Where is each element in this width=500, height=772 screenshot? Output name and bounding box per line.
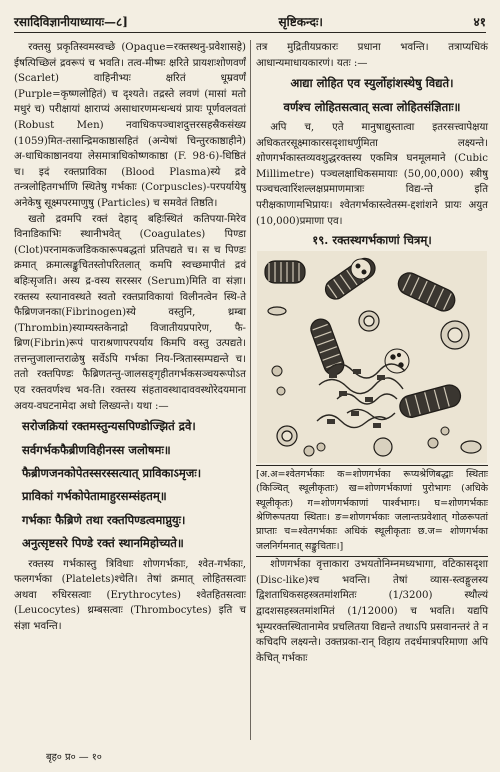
rouleaux-stack-e bbox=[397, 382, 463, 419]
right-verse-line-1: आद्या लोहित एव स्युर्लोहांशस्थेषु विद्यते। bbox=[290, 76, 454, 91]
white-cell bbox=[351, 259, 371, 279]
left-paragraph-1: रक्तसु प्रकृतिस्वमस्वच्छे (Opaque=रक्तस्थनु-प्रवेशासहे) ईषत्पिच्छिलं द्रवरूपं च भवति। तत्व-मीष्मः क्षरिते प्रायशःशोणवर्णं (Scarlet) वाहिनीभ्यः क्षरितं धूम्रवर्णं (Purple=कृष्णलोहितं) च दृश्यते। तद्रस्ते लवणं (मासां मतो मधुरं च) परीक्षायां क्षाराप्यं असाधारणमन्धन्धयं प्रायः पूर्णवलवतां (Robust Men) नवाधिकपञ्चाशदुत्तरसहस्रैकसंख्य (1059)मित-तसान्द्रिमकाष्ठासहितं (अन्येषां चिन्तुरकाष्ठाहीने) अ-धाधिकाष्ठानवया लेसमात्राधिकोष्णकाष्ठा (F. 98·6)-धिष्ठितं च। इदं रक्तप्राविका (Blood Plasma)स्ये द्रवे तन्त्रलोहितगर्भाणि स्थितेषु गर्भकाः (Corpuscles)-परपर्यायेषु अनेकेषु सूक्ष्मपरमाणुषु (Particles) च समवेतं तिष्ठति। bbox=[14, 42, 246, 209]
right-column bbox=[256, 40, 488, 666]
right-paragraph-1: तत्र मुद्रितीयप्रकारः प्रधाना भवन्ति। तत्राप्यधिकं आधान्यमाधायकारणं। यतः :— bbox=[256, 42, 488, 69]
header-chapter: रसादिविज्ञानीयाध्यायः—८] bbox=[14, 15, 128, 29]
verse-line-2: सर्वगर्भकफैब्रीणविहीनस्स जलोषमः॥ bbox=[22, 442, 171, 457]
left-paragraph-3: रक्तस्य गर्भकास्तु त्रिविधाः शोणगर्भकाः, श्वेत-गर्भकाः, फलगर्भका (Platelets)श्चेति। तेषां क्रमात् लोहितसत्वाः अथवा रुधिरसत्वाः (Erythrocytes) श्वेतहितसत्वाः (Leucocytes) थ्रम्बसत्वाः (Thrombocytes) इति च संज्ञा भवन्ति। bbox=[14, 558, 246, 633]
left-column bbox=[14, 40, 246, 635]
blood-cells-illustration bbox=[257, 251, 487, 463]
red-cell-edge bbox=[268, 307, 286, 315]
rouleaux-stack-d bbox=[308, 316, 347, 377]
running-header bbox=[14, 8, 486, 30]
blood-cells-figure bbox=[257, 251, 487, 463]
verse-line-5: गर्भकाः फैब्रिणे तथा रक्तपिण्डत्वमाप्नुयुः। bbox=[22, 512, 186, 527]
figure-caption: [अ.अ=श्वेतगर्भकाः क=शोणगर्भका रूप्यश्रेणिबद्धाः स्थिताः (किञ्चित् स्थूलीकृताः) ख=शोणगर्भकाणां पुरोभागः (अधिके स्थूलीकृतः) ग=शोणगर्भकाणां पार्श्वभागः। घ=शोणगर्भकाः श्रेणिरूपतया स्थिताः। ङ=शोणगर्भकाः जलान्तःप्रवेशात् गोळरूपतां प्राप्ताः च=श्वेतगर्भकाः अधिकं स्थूलीकृताः छ.ज= शोणगर्भका जलनिर्गमनात् सङ्कुचिताः।] bbox=[256, 465, 488, 557]
header-rule bbox=[14, 32, 486, 33]
right-paragraph-2: अपि च, एते मानुषाद्युस्तात्वा इतरसत्त्वापेक्षया अधिकतरसूक्ष्माकारसदृशाधर्णुमिता लक्ष्यन्ते। शोणगर्भकास्तव्यवशुद्धरक्तस्य एकमित्र घनमूलमाने (Cubic Millimetre) पञ्चलक्षाधिकसमायाः (50,00,000) स्त्रीषु पञ्चचत्वारिंशल्लक्षप्रमाणमात्राः विद्य-न्ते इति परीक्षकाणामभिप्रायः। श्वेतगर्भकास्त्वेतस्म-द्दशांशने प्रायः अयुत (10,000)प्रमाणा एव। bbox=[256, 122, 488, 227]
left-paragraph-2: खतो द्रवमपि रक्तं देहाद् बहिःस्थितं कतिपया-मिरेव विनाडिकाभिः स्थानीभवेत् (Coagulates) पिण्डा (Clot)परनामकजडिककारूपबद्धतां प्रतिपद्यते च। स च पिण्डः क्रमात् क्रमात्सङ्कुचितस्तोपरितलात् कमपि स्वच्छमापीतं द्रवं बहिःसृजति। अस्य द्र-वस्य सरस्सर (Serum)मिति वा संज्ञा। रक्तस्य स्त्यानावस्थते स्वतो रक्तप्राविकायां विलीनत्वेन स्थि-ते फैब्रिणजनका(Fibrinogen)स्ये वस्तुनि, थ्रम्बा (Thrombin)स्याम्यस्तकेनाद्रो विजातीयप्रपारेण, फै-ब्रिण(Fibrin)रूपं पाराश्रणापरपर्याय किमपि वस्तु उत्पद्यते। तत्तन्तुजालान्तराळेषु सर्वेऽपि गर्भका निय-न्त्रितास्सम्पद्यन्ते च। ततो रक्तपिण्डः फैब्रिणतन्तु-जालसङ्गृहीतगर्भकसञ्चयरूपोऽत एव रक्तवर्णश्च भव-ति। रक्तस्य संहतावस्थादाववस्थोरेदयमाना अवय-वघटनामेदा अधो लिख्यन्ते। यथा :— bbox=[14, 213, 246, 412]
verse-line-1: सरोजक्रियां रक्तमस्तुन्यसपिण्डोज्झितं द्रवे। bbox=[22, 419, 196, 434]
rouleaux-stack-c bbox=[395, 269, 459, 314]
rouleaux-stack-a bbox=[265, 261, 305, 283]
verse-line-4: प्राविकां गर्भकोपेतामाहुरसम्संहतम्॥ bbox=[22, 489, 167, 504]
right-verse-line-2: वर्णश्च लोहितसत्वात् सत्वा लोहितसंज्ञिताः॥ bbox=[283, 99, 461, 114]
figure-title: १९. रक्तस्थगर्भकाणां चित्रम्। bbox=[312, 233, 432, 248]
header-section: सृष्टिकन्दः। bbox=[278, 15, 323, 29]
verse-line-6: अनुत्सृष्टसरे पिण्डे रक्तं स्थानमिहोच्यते॥ bbox=[22, 536, 184, 551]
rouleaux-stack-b bbox=[322, 254, 379, 303]
column-divider bbox=[250, 40, 251, 740]
page-footer: बृह० प्र० — १० bbox=[46, 752, 102, 763]
verse-line-3: फैब्रीणजनकोपेतस्सरस्सत्यात् प्राविकाऽमृजः। bbox=[22, 466, 202, 481]
header-page-number: ४१ bbox=[473, 15, 486, 29]
right-paragraph-3: शोणगर्भका वृत्ताकारा उभयतोनिम्नमध्यभागा, वटिकासदृशा (Disc-like)श्च भवन्ति। तेषां व्यास-स्त्वङ्गुलस्य द्विशताधिकसहस्त्रतमांशमितः (1/3200) स्थौल्यं द्वादशसहस्त्रतमांशमितं (1/12000) च भवति। यद्यपि भूम्यरक्तस्थितानामेव प्रचलितया विद्यन्ते तथाऽपि प्रसवानन्तरं ते न कचिदपि लक्ष्यन्ते। उक्तप्रका-रान् विहाय तदर्धमात्रपरिमाणा अपि केचित् गर्भकाः bbox=[256, 559, 488, 664]
